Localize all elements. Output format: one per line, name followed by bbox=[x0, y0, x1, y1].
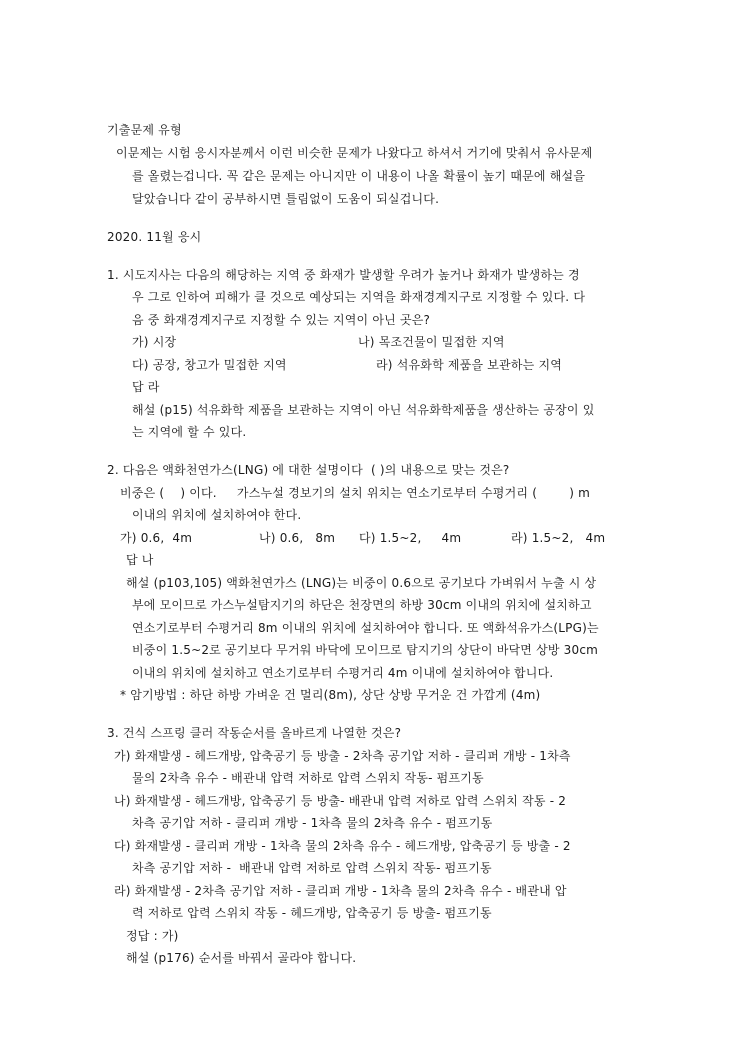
q3-option-line: 차측 공기압 저하 - 클리퍼 개방 - 1차측 물의 2차측 유수 - 펌프기동 bbox=[132, 816, 493, 830]
q2-option-c: 다) 1.5~2, 4m bbox=[359, 531, 462, 545]
q3-option-line: 다) 화재발생 - 클리퍼 개방 - 1차측 물의 2차측 유수 - 헤드개방, 압축공기 등 방출 - 2 bbox=[114, 839, 571, 853]
q2-explanation-line: 이내의 위치에 설치하고 연소기로부터 수평거리 4m 이내에 설치하여야 합니다. bbox=[132, 666, 554, 680]
q3-option-line: 나) 화재발생 - 헤드개방, 압축공기 등 방출- 배관내 압력 저하로 압력 스위치 작동 - 2 bbox=[114, 794, 567, 808]
q1-explanation-line: 는 지역에 할 수 있다. bbox=[132, 425, 247, 439]
q3-option-line: 물의 2차측 유수 - 배관내 압력 저하로 압력 스위치 작동- 펌프기동 bbox=[132, 771, 484, 785]
q3-option-line: 력 저하로 압력 스위치 작동 - 헤드개방, 압축공기 등 방출- 펌프기동 bbox=[132, 906, 492, 920]
q2-explanation-line: 해설 (p103,105) 액화천연가스 (LNG)는 비중이 0.6으로 공기보다 가벼워서 누출 시 상 bbox=[126, 576, 597, 590]
q1-question-line: 음 중 화재경계지구로 지정할 수 있는 지역이 아닌 곳은? bbox=[132, 313, 431, 327]
q3-option-line: 차측 공기압 저하 - 배관내 압력 저하로 압력 스위치 작동- 펌프기동 bbox=[132, 861, 492, 875]
q1-option-a: 가) 시장 bbox=[132, 335, 177, 349]
q1-explanation-line: 해설 (p15) 석유화학 제품을 보관하는 지역이 아닌 석유화학제품을 생산하는 공장이 있 bbox=[132, 403, 595, 417]
q3-question: 3. 건식 스프링 클러 작동순서를 올바르게 나열한 것은? bbox=[107, 726, 402, 740]
intro-line: 를 올렸는겁니다. 꼭 같은 문제는 아니지만 이 내용이 나올 확률이 높기 때문에 해설을 bbox=[132, 169, 586, 183]
q3-option-line: 가) 화재발생 - 헤드개방, 압축공기 등 방출 - 2차측 공기압 저하 - 클리퍼 개방 - 1차측 bbox=[114, 749, 571, 763]
q2-option-b: 나) 0.6, 8m bbox=[259, 531, 336, 545]
q1-option-d: 라) 석유화학 제품을 보관하는 지역 bbox=[376, 358, 563, 372]
q2-option-a: 가) 0.6, 4m bbox=[120, 531, 193, 545]
q2-body-line: 비중은 ( ) 이다. 가스누설 경보기의 설치 위치는 연소기로부터 수평거리 ( ) m bbox=[120, 486, 590, 500]
q2-explanation-line: 비중이 1.5~2로 공기보다 무거워 바닥에 모이므로 탐지기의 상단이 바닥면 상방 30cm bbox=[132, 643, 599, 657]
q2-question: 2. 다음은 액화천연가스(LNG) 에 대한 설명이다 ( )의 내용으로 맞는 것은? bbox=[107, 463, 510, 477]
q2-option-d: 라) 1.5~2, 4m bbox=[511, 531, 606, 545]
intro-line: 달았습니다 같이 공부하시면 틀림없이 도움이 되실겁니다. bbox=[132, 192, 440, 206]
q1-answer: 답 라 bbox=[132, 380, 160, 394]
q2-explanation-line: 부에 모이므로 가스누설탐지기의 하단은 천장면의 하방 30cm 이내의 위치에 설치하고 bbox=[132, 598, 592, 612]
exam-date: 2020. 11월 응시 bbox=[107, 230, 202, 244]
intro-line: 이문제는 시험 응시자분께서 이런 비슷한 문제가 나왔다고 하셔서 거기에 맞춰서 유사문제 bbox=[116, 146, 593, 160]
q1-question-line: 우 그로 인하여 피해가 클 것으로 예상되는 지역을 화재경계지구로 지정할 수 있다. 다 bbox=[132, 290, 586, 304]
q2-body-line: 이내의 위치에 설치하여야 한다. bbox=[132, 508, 302, 522]
intro-heading: 기출문제 유형 bbox=[107, 123, 182, 137]
q1-question-line: 1. 시도지사는 다음의 해당하는 지역 중 화재가 발생할 우려가 높거나 화재가 발생하는 경 bbox=[107, 268, 580, 282]
q3-explanation: 해설 (p176) 순서를 바꿔서 골라야 합니다. bbox=[126, 951, 357, 965]
q3-option-line: 라) 화재발생 - 2차측 공기압 저하 - 클리퍼 개방 - 1차측 물의 2차측 유수 - 배관내 압 bbox=[114, 884, 567, 898]
q2-memory-tip: * 암기방법 : 하단 하방 가벼운 건 멀리(8m), 상단 상방 무거운 건 가깝게 (4m) bbox=[120, 688, 541, 702]
q1-option-c: 다) 공장, 창고가 밀접한 지역 bbox=[132, 358, 287, 372]
q2-answer: 답 나 bbox=[126, 553, 154, 567]
q1-option-b: 나) 목조건물이 밀접한 지역 bbox=[358, 335, 505, 349]
q2-explanation-line: 연소기로부터 수평거리 8m 이내의 위치에 설치하여야 합니다. 또 액화석유가스(LPG)는 bbox=[132, 621, 599, 635]
q3-answer: 정답 : 가) bbox=[126, 929, 179, 943]
